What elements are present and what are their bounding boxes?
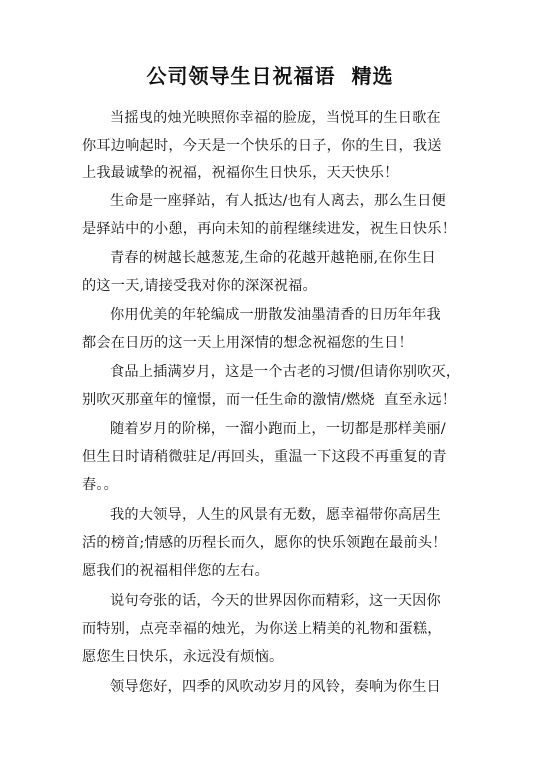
paragraph-line: 当摇曳的烛光映照你幸福的脸庞，当悦耳的生日歌在: [110, 110, 441, 126]
paragraph-line: 是驿站中的小憩，再向未知的前程继续进发，祝生日快乐！: [82, 221, 457, 237]
paragraph-line: 青春的树越长越葱茏,生命的花越开越艳丽,在你生日: [110, 250, 436, 266]
paragraph-line: 别吹灭那童年的憧憬，而一任生命的激情/燃烧 直至永远！: [82, 392, 457, 408]
paragraph-line: 春。。: [82, 477, 119, 493]
paragraph-line: 上我最诚挚的祝福，祝福你生日快乐，天天快乐！: [82, 165, 399, 181]
paragraph-line: 都会在日历的这一天上用深情的想念祝福您的生日！: [82, 335, 413, 351]
paragraph-line: 你用优美的年轮编成一册散发油墨清香的日历年年我: [110, 307, 441, 323]
paragraph-line: 但生日时请稍微驻足/再回头，重温一下这段不再重复的青: [82, 449, 447, 465]
paragraph-line: 活的榜首;情感的历程长而久，愿你的快乐领跑在最前头！: [82, 535, 447, 551]
paragraph-line: 领导您好，四季的风吹动岁月的风铃，奏响为你生日: [110, 679, 441, 695]
document-title: 公司领导生日祝福语 精选: [146, 64, 394, 88]
paragraph-line: 随着岁月的阶梯，一溜小跑而上，一切都是那样美丽/: [110, 421, 446, 437]
paragraph-line: 愿我们的祝福相伴您的左右。: [82, 563, 270, 579]
paragraph-line: 的这一天,请接受我对你的深深祝福。: [82, 278, 317, 294]
paragraph-line: 你耳边响起时，今天是一个快乐的日子，你的生日，我送: [82, 138, 442, 154]
paragraph-line: 食品上插满岁月，这是一个古老的习惯/但请你别吹灭，: [110, 364, 461, 380]
paragraph-line: 生命是一座驿站，有人抵达/也有人离去，那么生日便: [110, 193, 446, 209]
paragraph-line: 愿您生日快乐，永远没有烦恼。: [82, 649, 284, 665]
paragraph-line: 我的大领导，人生的风景有无数，愿幸福带你高居生: [110, 507, 441, 523]
paragraph-line: 而特别，点亮幸福的烛光，为你送上精美的礼物和蛋糕，: [82, 621, 442, 637]
paragraph-line: 说句夸张的话，今天的世界因你而精彩，这一天因你: [110, 593, 441, 609]
